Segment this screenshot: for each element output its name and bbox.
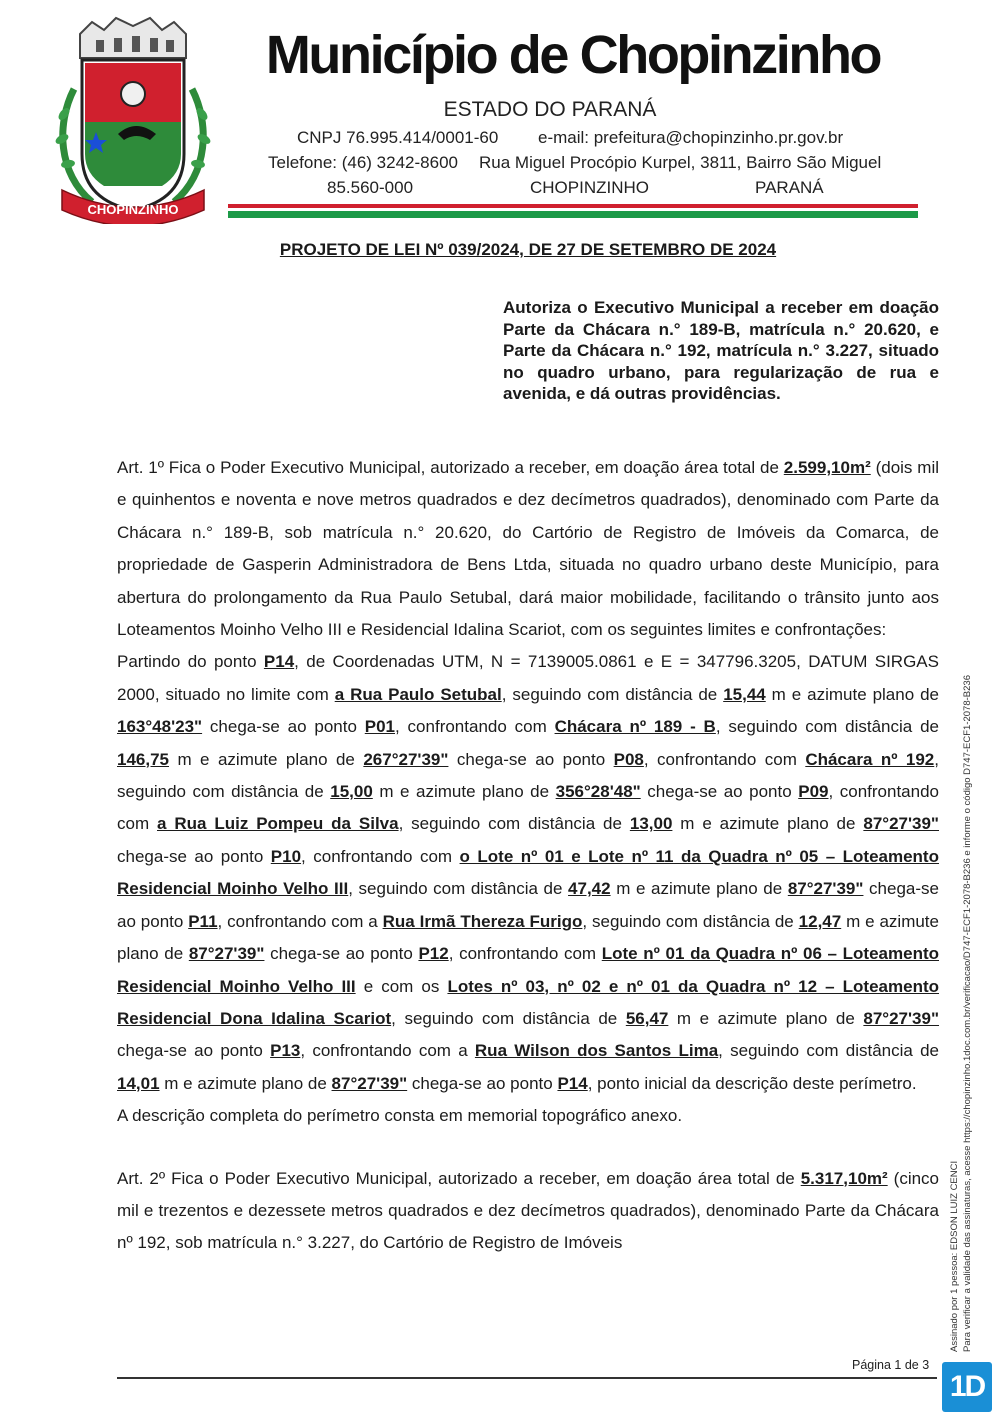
address: Rua Miguel Procópio Kurpel, 3811, Bairro São Miguel xyxy=(479,153,882,172)
emphasis-text: P13 xyxy=(270,1041,301,1061)
art1-note: A descrição completa do perímetro consta em memorial topográfico anexo. xyxy=(117,1106,683,1126)
emphasis-text: o Lote nº 01 e Lote nº 11 da Quadra nº 05 – Loteamento Residencial Moinho Velho III xyxy=(117,846,939,899)
emphasis-text: Rua Irmã Thereza Furigo xyxy=(382,911,583,931)
emphasis-text: 14,01 xyxy=(117,1073,160,1093)
emphasis-text: 15,00 xyxy=(330,782,373,802)
emphasis-text: 87°27'39" xyxy=(188,944,265,964)
emphasis-text: Lotes nº 03, nº 02 e nº 01 da Quadra nº 12 – Loteamento Residencial Dona Idalina Scariot xyxy=(117,976,939,1028)
emphasis-text: 13,00 xyxy=(629,814,673,834)
ementa: Autoriza o Executivo Municipal a receber em doação Parte da Chácara n.° 189-B, matrícula n.° 20.620, e Parte da Chácara n.° 192, matrícula n.° 3.227, situado no quadro urbano, para regularização de rua e avenida, e dá outras providências. xyxy=(503,298,939,403)
city: CHOPINZINHO xyxy=(530,178,649,197)
art1-perimeter: Partindo do ponto P14, de Coordenadas UTM, N = 7139005.0861 e E = 347796.3205, DATUM SIRGAS 2000, situado no limite com a Rua Paulo Setubal, seguindo com distância de 15,44 m e azimute plano de 163°48'23" chega-se ao ponto P01, confrontando com Chácara nº 189 - B, seguindo com distância de 146,75 m e azimute plano de 267°27'39" chega-se ao ponto P08, confrontando com Chácara nº 192, seguindo com distância de 15,00 m e azimute plano de 356°28'48" chega-se ao ponto P09, confrontando com a Rua Luiz Pompeu da Silva, seguindo com distância de 13,00 m e azimute plano de 87°27'39" chega-se ao ponto P10, confrontando com o Lote nº 01 e Lote nº 11 da Quadra nº 05 – Loteamento Residencial Moinho Velho III, seguindo com distância de 47,42 m e azimute plano de 87°27'39" chega-se ao ponto P11, confrontando com a Rua Irmã Thereza Furigo, seguindo com distância de 12,47 m e azimute plano de 87°27'39" chega-se ao ponto P12, confrontando com Lote nº 01 da Quadra nº 06 – Loteamento Residencial Moinho Velho III e com os Lotes nº 03, nº 02 e nº 01 da Quadra nº 12 – Loteamento Residencial Dona Idalina Scariot, seguindo com distância de 56,47 m e azimute plano de 87°27'39" chega-se ao ponto P13, confrontando com a Rua Wilson dos Santos Lima, seguindo com distância de 14,01 m e azimute plano de 87°27'39" chega-se ao ponto P14, ponto inicial da descrição deste perímetro. xyxy=(117,652,940,1093)
emphasis-text: 356°28'48" xyxy=(555,782,641,802)
emphasis-text: a Rua Luiz Pompeu da Silva xyxy=(157,814,399,834)
emphasis-text: P08 xyxy=(613,749,644,769)
document-heading: PROJETO DE LEI Nº 039/2024, DE 27 DE SETEMBRO DE 2024 xyxy=(279,240,777,259)
emphasis-text: Chácara nº 192 xyxy=(805,749,935,769)
emphasis-text: 47,42 xyxy=(568,879,611,899)
emphasis-text: 146,75 xyxy=(117,749,169,769)
emphasis-text: 87°27'39" xyxy=(331,1073,408,1093)
document-body xyxy=(117,452,939,1260)
emphasis-text: 15,44 xyxy=(723,684,766,704)
state-name: ESTADO DO PARANÁ xyxy=(443,98,657,121)
emphasis-text: P01 xyxy=(364,717,396,737)
emphasis-text: a Rua Paulo Setubal xyxy=(334,684,502,704)
emphasis-text: P14 xyxy=(557,1073,588,1093)
footer-divider xyxy=(117,1377,937,1379)
cep: 85.560-000 xyxy=(327,178,414,197)
emphasis-text: 87°27'39" xyxy=(863,1008,940,1028)
cnpj: CNPJ 76.995.414/0001-60 xyxy=(297,128,499,147)
emphasis-text: Lote nº 01 da Quadra nº 06 – Loteamento Residencial Moinho Velho III xyxy=(117,944,939,996)
emphasis-text: 2.599,10m² xyxy=(783,458,871,477)
emphasis-text: 12,47 xyxy=(798,911,842,931)
emphasis-text: Rua Wilson dos Santos Lima xyxy=(474,1041,719,1061)
crest-label: CHOPINZINHO xyxy=(87,202,179,217)
phone: Telefone: (46) 3242-8600 xyxy=(268,153,458,172)
emphasis-text: 87°27'39" xyxy=(787,879,864,899)
signature-line: Assinado por 1 pessoa: EDSON LUIZ CENCI xyxy=(949,1160,960,1352)
1doc-logo-icon: 1D xyxy=(942,1362,992,1412)
emphasis-text: P10 xyxy=(270,846,302,866)
emphasis-text: 87°27'39" xyxy=(863,814,939,834)
emphasis-text: 267°27'39" xyxy=(363,749,449,769)
emphasis-text: 5.317,10m² xyxy=(800,1168,888,1188)
signature-strip xyxy=(948,432,974,1352)
emphasis-text: P09 xyxy=(798,782,829,802)
art2-paragraph: Art. 2º Fica o Poder Executivo Municipal, autorizado a receber, em doação área total de 5.317,10m² (cinco mil e trezentos e dezessete metros quadrados e dez decímetros quadrados), denominado Parte da Chácara nº 192, sob matrícula n.° 3.227, do Cartório de Registro de Imóveis xyxy=(117,1168,939,1253)
municipality-title: Município de Chopinzinho xyxy=(265,25,881,85)
emphasis-text: 163°48'23" xyxy=(117,717,203,737)
emphasis-text: Chácara nº 189 - B xyxy=(554,717,716,737)
art1-paragraph: Art. 1º Fica o Poder Executivo Municipal, autorizado a receber, em doação área total de 2.599,10m² (dois mil e quinhentos e noventa e nove metros quadrados e dez decímetros quadrados), denominado com Parte da Chácara n.° 189-B, sob matrícula n.° 20.620, do Cartório de Registro de Imóveis da Comarca, de propriedade de Gasperin Administradora de Bens Ltda, situada no quadro urbano deste Município, para abertura do prolongamento da Rua Paulo Setubal, dará maior mobilidade, facilitando o trânsito junto aos Loteamentos Moinho Velho III e Residencial Idalina Scariot, com os seguintes limites e confrontações: xyxy=(117,458,939,640)
header-stripe-green xyxy=(228,211,918,218)
emphasis-text: 56,47 xyxy=(625,1008,669,1028)
uf: PARANÁ xyxy=(755,178,824,197)
emphasis-text: P12 xyxy=(418,944,449,964)
page-number: Página 1 de 3 xyxy=(852,1358,930,1372)
emphasis-text: P14 xyxy=(263,652,295,672)
municipal-crest xyxy=(52,14,214,224)
email: e-mail: prefeitura@chopinzinho.pr.gov.br xyxy=(538,128,844,147)
verification-line[interactable]: Para verificar a validade das assinaturas, acesse https://chopinzinho.1doc.com.br/verificacao/D747-ECF1-2078-B236 e informe o código D747-ECF1-2078-B236 xyxy=(962,675,973,1352)
emphasis-text: P11 xyxy=(188,911,218,931)
